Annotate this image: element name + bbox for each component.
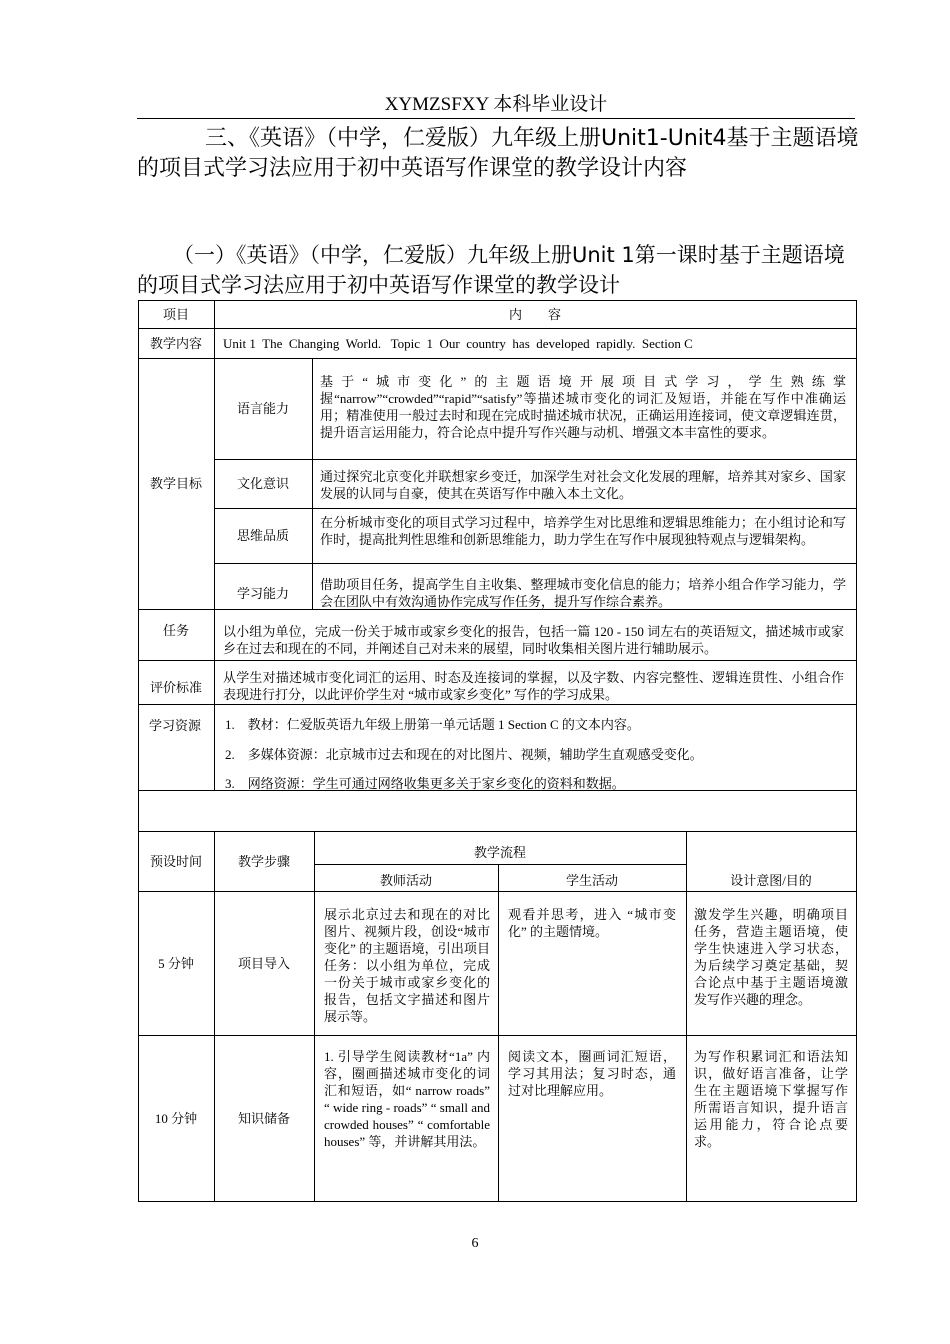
header-rule: [137, 118, 855, 119]
header-content: 内 容: [508, 306, 561, 322]
goal-text: 基于“城市变化”的主题语境开展项目式学习，学生熟练掌握“narrow”“crowded”“rapid”“satisfy”等描述城市变化的词汇及短语，并能在写作中准确运用；精准使用一般过去时和现在完成时描述城市状况，正确运用连接词，使文章逻辑连贯，提升语言运用能力，符合论点中提升写作兴趣与动机、增强文本丰富性的要求。: [320, 374, 846, 440]
flow-header-teacher: 教师活动: [379, 873, 432, 888]
resource-item: 2. 多媒体资源：北京城市过去和现在的对比图片、视频，辅助学生直观感受变化。: [225, 747, 703, 762]
resources-label: 学习资源: [149, 718, 202, 733]
subsection-title: （一）《英语》（中学，仁爱版）九年级上册Unit 1第一课时基于主题语境的项目式学习法应用于初中英语写作课堂的教学设计: [137, 243, 845, 297]
flow-step: 项目导入: [237, 955, 290, 971]
page-number: 6: [471, 1236, 479, 1251]
goal-name: 思维品质: [236, 528, 289, 543]
content-label: 教学内容: [149, 335, 202, 351]
flow-purpose: 激发学生兴趣，明确项目任务，营造主题语境，使学生快速进入学习状态，为后续学习奠定基础，契合论点中基于主题语境激发写作兴趣的理念。: [694, 907, 848, 1007]
flow-time: 5 分钟: [158, 955, 194, 971]
flow-header-process: 教学流程: [473, 844, 526, 860]
flow-student-activity: 观看并思考，进入 “城市变化” 的主题情境。: [508, 907, 676, 939]
goal-text: 通过探究北京变化并联想家乡变迁，加深学生对社会文化发展的理解，培养其对家乡、国家发展的认同与自豪，使其在英语写作中融入本土文化。: [320, 469, 846, 501]
flow-header-step: 教学步骤: [237, 853, 290, 869]
resource-item: 3. 网络资源：学生可通过网络收集更多关于家乡变化的资料和数据。: [225, 776, 625, 791]
table-line: [856, 300, 857, 1202]
flow-step: 知识储备: [237, 1110, 290, 1126]
flow-teacher-activity: 1. 引导学生阅读教材“1a” 内容，圈画描述城市变化的词汇和短语，如“ narrow roads” “ wide ring - roads” “ small and crowded houses” “ comfortable houses” 等，并讲解其用法。: [324, 1049, 490, 1149]
flow-header-purpose: 设计意图/目的: [730, 873, 812, 888]
eval-label: 评价标准: [149, 679, 202, 695]
flow-purpose: 为写作积累词汇和语法知识，做好语言准备，让学生在主题语境下掌握写作所需语言知识，提升语言运用能力，符合论点要求。: [694, 1049, 848, 1149]
page-header: [137, 94, 855, 116]
header-item: 项目: [162, 306, 189, 322]
goal-name: 语言能力: [236, 401, 289, 416]
flow-header-student: 学生活动: [565, 873, 618, 888]
goal-text: 在分析城市变化的项目式学习过程中，培养学生对比思维和逻辑思维能力；在小组讨论和写作时，提高批判性思维和创新思维能力，助力学生在写作中展现独特观点与逻辑架构。: [320, 515, 846, 547]
resource-item: 1. 教材：仁爱版英语九年级上册第一单元话题 1 Section C 的文本内容。: [225, 717, 640, 732]
flow-header-time: 预设时间: [149, 853, 202, 869]
flow-student-activity: 阅读文本，圈画词汇短语，学习其用法；复习时态，通过对比理解应用。: [508, 1049, 676, 1098]
goals-label: 教学目标: [149, 476, 202, 491]
resources-list: [214, 704, 856, 790]
goal-name: 学习能力: [236, 585, 289, 601]
task-label: 任务: [162, 623, 189, 638]
content-value-text: Unit 1 The Changing World. Topic 1 Our country has developed rapidly. Section C: [223, 335, 693, 351]
goal-name: 文化意识: [236, 476, 289, 491]
goal-text: 借助项目任务，提高学生自主收集、整理城市变化信息的能力；培养小组合作学习能力，学会在团队中有效沟通协作完成写作任务，提升写作综合素养。: [320, 577, 846, 609]
flow-teacher-activity: 展示北京过去和现在的对比图片、视频片段，创设“城市变化” 的主题语境，引出项目任务：以小组为单位，完成一份关于城市或家乡变化的报告，包括文字描述和图片展示等。: [324, 907, 490, 1024]
header-title: XYMZSFXY 本科毕业设计: [384, 94, 608, 115]
table-line: [314, 864, 686, 865]
content-value: [214, 328, 856, 358]
eval-text: 从学生对描述城市变化词汇的运用、时态及连接词的掌握，以及字数、内容完整性、逻辑连贯性、小组合作表现进行打分，以此评价学生对 “城市或家乡变化” 写作的学习成果。: [223, 670, 844, 702]
section-title: 三、《英语》（中学，仁爱版）九年级上册Unit1-Unit4基于主题语境的项目式学习法应用于初中英语写作课堂的教学设计内容: [137, 126, 859, 181]
task-text: 以小组为单位，完成一份关于城市或家乡变化的报告，包括一篇 120 - 150 词左右的英语短文，描述城市或家乡在过去和现在的不同，并阐述自己对未来的展望，同时收集相关图片进行辅助展示。: [223, 624, 844, 656]
flow-time: 10 分钟: [154, 1110, 198, 1126]
